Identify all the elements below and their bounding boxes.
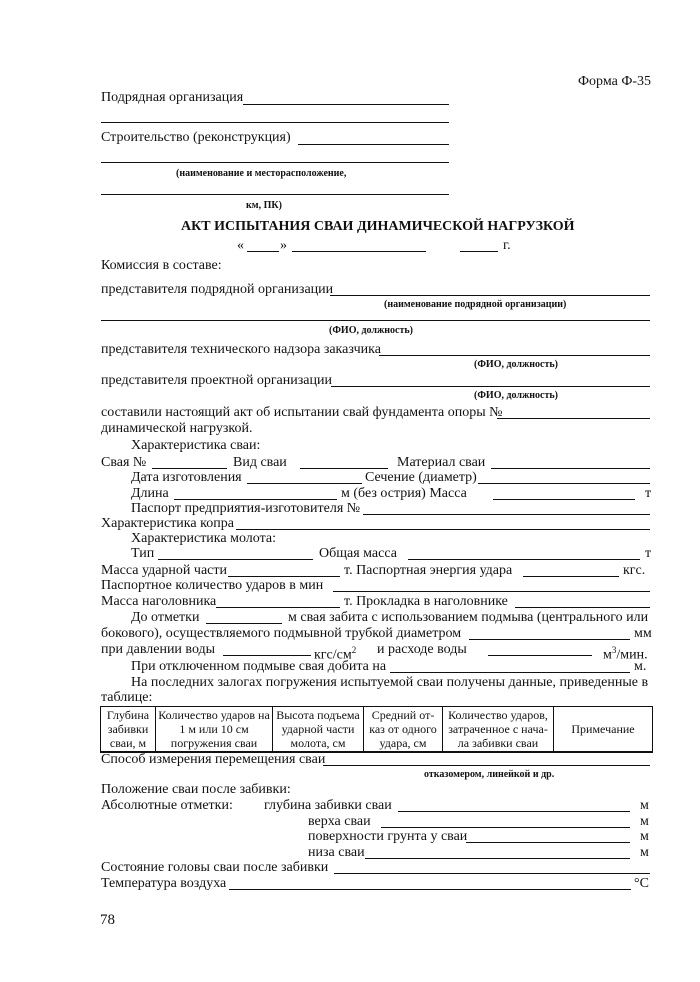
total-mass-label: Общая масса [319, 546, 397, 561]
ton-unit-1: т [645, 486, 652, 501]
section-label: Сечение (диаметр) [365, 470, 477, 485]
top-line[interactable] [381, 827, 630, 828]
passport-blows-line[interactable] [333, 591, 650, 592]
act-compiled-cont: динамической нагрузкой. [101, 421, 253, 436]
jetting-off-line[interactable] [390, 672, 630, 673]
ground-label: поверхности грунта у сваи [308, 829, 468, 844]
pile-type-label: Вид сваи [233, 455, 287, 470]
jetting-text: м свая забита с использованием подмыва (центрального или [288, 610, 649, 625]
rep-design-label: представителя проектной организации [101, 373, 332, 388]
tube-diameter-line[interactable] [469, 639, 630, 640]
water-pressure-line[interactable] [223, 655, 311, 656]
construction-line[interactable] [298, 144, 449, 145]
pressure-sup: 2 [351, 645, 357, 655]
flow-sup: 3 [611, 645, 617, 655]
rep-contractor-label: представителя подрядной организации [101, 282, 334, 297]
support-number-line[interactable] [497, 418, 650, 419]
mm-unit: мм [634, 626, 652, 641]
driving-data-table [100, 706, 653, 753]
energy-unit: кгс. [623, 563, 646, 578]
cell[interactable] [554, 752, 653, 753]
flow-unit-text: м [603, 647, 612, 663]
measure-method-line[interactable] [323, 765, 650, 766]
measure-method-label: Способ измерения перемещения сваи [101, 752, 326, 767]
water-flow-line[interactable] [488, 655, 592, 656]
pile-char-label: Характеристика сваи: [131, 438, 261, 453]
section-line[interactable] [478, 483, 650, 484]
col-lift-height: Высота подъема ударной части молота, см [273, 707, 364, 752]
pile-position-label: Положение сваи после забивки: [101, 782, 291, 797]
depth-line[interactable] [398, 811, 630, 812]
construction-label: Строительство (реконструкция) [101, 130, 291, 145]
m-unit: м. [634, 659, 647, 674]
bottom-label: низа сваи [308, 845, 365, 860]
date-year-suffix: г. [503, 238, 511, 253]
col-blows: Количество ударов на 1 м или 10 см погружения сваи [156, 707, 273, 752]
ton-unit-2: т [645, 546, 652, 561]
date-close-quote: » [280, 238, 287, 253]
construction-line-2[interactable] [101, 162, 449, 163]
length-line[interactable] [174, 499, 337, 500]
pile-no-line[interactable] [152, 468, 227, 469]
construction-line-3[interactable] [101, 194, 449, 195]
rep-contractor-line-2[interactable] [101, 320, 650, 321]
m-unit-4: м [640, 845, 649, 860]
passport-energy-line[interactable] [523, 576, 619, 577]
depth-label: глубина забивки сваи [264, 798, 392, 813]
form-number: Форма Ф-35 [578, 74, 652, 89]
m-unit-1: м [640, 798, 649, 813]
rep-supervision-line[interactable] [379, 355, 650, 356]
striking-mass-label: Масса ударной части [101, 563, 227, 578]
pile-type-line[interactable] [300, 468, 388, 469]
col-total-blows: Количество ударов, затраченное с нача-ла забивки сваи [443, 707, 554, 752]
passport-line[interactable] [363, 514, 650, 515]
water-flow-label: и расходе воды [377, 642, 467, 657]
head-state-label: Состояние головы сваи после забивки [101, 860, 329, 875]
date-open-quote: « [237, 238, 244, 253]
pile-no-label: Свая № [101, 455, 147, 470]
type-label: Тип [131, 546, 155, 561]
jetting-off-label: При отключенном подмыве свая добита на [131, 659, 387, 674]
cell[interactable] [364, 752, 443, 753]
pile-material-label: Материал сваи [397, 455, 486, 470]
date-day-line[interactable] [247, 251, 279, 252]
total-mass-line[interactable] [408, 559, 640, 560]
cap-mass-line[interactable] [216, 607, 340, 608]
act-title: АКТ ИСПЫТАНИЯ СВАИ ДИНАМИЧЕСКОЙ НАГРУЗКОЙ [181, 219, 575, 234]
passport-blows-label: Паспортное количество ударов в мин [101, 578, 324, 593]
bottom-line[interactable] [365, 858, 630, 859]
rep-contractor-line[interactable] [330, 295, 650, 296]
abs-elev-label: Абсолютные отметки: [101, 798, 233, 813]
manufacture-date-label: Дата изготовления [131, 470, 242, 485]
celsius-unit: °С [634, 876, 649, 891]
col-set: Средний от-каз от одного удара, см [364, 707, 443, 752]
length-unit-label: м (без острия) Масса [341, 486, 467, 501]
table-header-row [101, 707, 653, 752]
fio-position-hint-2: (ФИО, должность) [474, 359, 558, 370]
contractor-label: Подрядная организация [101, 90, 244, 105]
elevation-line[interactable] [206, 623, 282, 624]
head-state-line[interactable] [334, 873, 650, 874]
air-temp-label: Температура воздуха [101, 876, 227, 891]
date-month-line[interactable] [292, 251, 426, 252]
rep-design-line[interactable] [331, 386, 650, 387]
act-compiled-label: составили настоящий акт об испытании свай фундамента опоры № [101, 405, 503, 420]
striking-mass-line[interactable] [228, 576, 340, 577]
jetting-cont: бокового), осуществляемого подмывной трубкой диаметром [101, 626, 462, 641]
measure-method-hint: отказомером, линейкой и др. [424, 769, 555, 780]
top-label: верха сваи [308, 814, 371, 829]
col-depth: Глубина забивки сваи, м [101, 707, 156, 752]
flow-unit-tail: /мин. [616, 647, 648, 663]
km-pk-hint: км, ПК) [246, 200, 282, 211]
name-location-hint: (наименование и месторасположение, [176, 168, 347, 179]
commission-label: Комиссия в составе: [101, 258, 222, 273]
manufacture-date-line[interactable] [247, 483, 362, 484]
pile-material-line[interactable] [491, 468, 650, 469]
last-sets-cont: таблице: [101, 690, 153, 705]
air-temp-line[interactable] [229, 889, 631, 890]
elevation-label: До отметки [131, 610, 200, 625]
contractor-line-2[interactable] [101, 122, 449, 123]
passport-energy-label: т. Паспортная энергия удара [344, 563, 513, 578]
passport-label: Паспорт предприятия-изготовителя № [131, 501, 361, 516]
rep-contractor-hint: (наименование подрядной организации) [384, 299, 567, 310]
contractor-line[interactable] [243, 104, 449, 105]
last-sets-text: На последних залогах погружения испытуемой сваи получены данные, приведенные в [131, 675, 649, 690]
length-label: Длина [131, 486, 169, 501]
ground-line[interactable] [466, 842, 630, 843]
pressure-unit-text: кгс/см [314, 647, 352, 663]
date-year-line[interactable] [460, 251, 498, 252]
hammer-type-line[interactable] [158, 559, 313, 560]
m-unit-2: м [640, 814, 649, 829]
cap-gasket-line[interactable] [515, 607, 650, 608]
pile-driver-line[interactable] [236, 529, 650, 530]
hammer-char-label: Характеристика молота: [131, 531, 276, 546]
rep-supervision-label: представителя технического надзора заказчика [101, 342, 381, 357]
pile-driver-char-label: Характеристика копра [101, 516, 234, 531]
cap-gasket-label: т. Прокладка в наголовнике [344, 594, 508, 609]
page-number: 78 [100, 912, 115, 928]
col-note: Примечание [554, 707, 653, 752]
m-unit-3: м [640, 829, 649, 844]
fio-position-hint-1: (ФИО, должность) [329, 325, 413, 336]
fio-position-hint-3: (ФИО, должность) [474, 390, 558, 401]
water-pressure-label: при давлении воды [101, 642, 216, 657]
cap-mass-label: Масса наголовника [101, 594, 217, 609]
mass-line[interactable] [493, 499, 635, 500]
cell[interactable] [443, 752, 554, 753]
